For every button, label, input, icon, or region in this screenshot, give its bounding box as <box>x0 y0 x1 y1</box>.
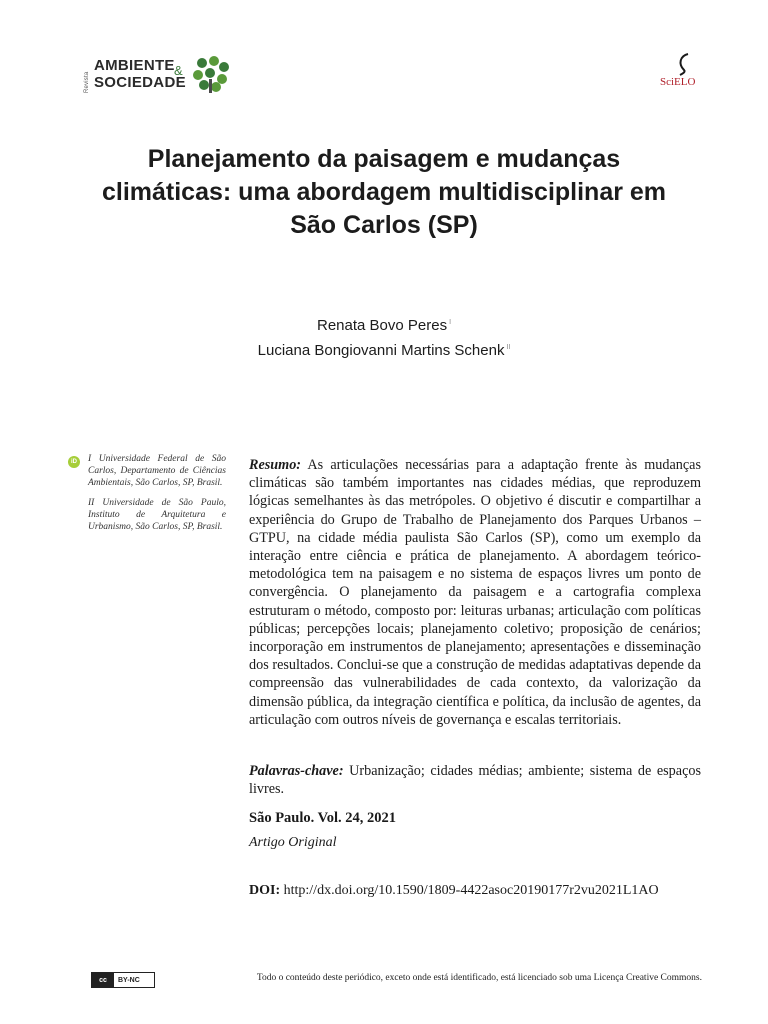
doi-link[interactable]: http://dx.doi.org/10.1590/1809-4422asoc20190177r2vu2021L1AO <box>283 883 659 898</box>
keywords <box>249 762 701 798</box>
article-type: Artigo Original <box>249 835 337 850</box>
journal-logo-small: Revista <box>84 71 90 93</box>
scielo-text: SciELO <box>660 76 696 88</box>
abstract-label: Resumo: <box>249 457 302 473</box>
author-mark: I <box>449 319 452 326</box>
license-text: Todo o conteúdo deste periódico, exceto onde está identificado, está licenciado sob uma Licença Creative Commons. <box>256 973 702 983</box>
cc-icon: cc <box>92 973 114 987</box>
keywords-text: Urbanização; cidades médias; ambiente; sistema de espaços livres. <box>249 763 701 798</box>
author-item <box>84 337 684 362</box>
abstract <box>249 456 701 729</box>
affiliation-item: I Universidade Federal de São Carlos, Departamento de Ciências Ambientais, São Carlos, SP, Brasil. <box>88 454 226 488</box>
journal-logo-line2: SOCIEDADE <box>94 74 186 91</box>
scielo-icon <box>674 52 694 76</box>
author-name: Luciana Bongiovanni Martins Schenk <box>257 342 505 359</box>
scielo-logo <box>660 52 704 88</box>
journal-logo-line1: AMBIENTE <box>94 57 175 74</box>
article-title: Planejamento da paisagem e mudanças climáticas: uma abordagem multidisciplinar em São Carlos (SP) <box>101 145 667 239</box>
doi-label: DOI: <box>249 883 281 898</box>
affiliation-item: II Universidade de São Paulo, Instituto de Arquitetura e Urbanismo, São Carlos, SP, Brasil. <box>88 498 226 532</box>
journal-logo <box>82 55 232 95</box>
journal-logo-amp: & <box>174 63 183 78</box>
orcid-icon[interactable]: iD <box>68 456 80 468</box>
tree-icon <box>190 55 232 95</box>
doi <box>249 883 659 899</box>
city-volume: São Paulo. Vol. 24, 2021 <box>249 810 397 826</box>
author-item <box>84 312 684 337</box>
affiliations <box>88 453 226 541</box>
author-list <box>84 312 684 362</box>
keywords-label: Palavras-chave: <box>249 763 344 779</box>
cc-badge-text: BY-NC <box>118 976 140 984</box>
author-mark: II <box>506 344 511 351</box>
abstract-text: As articulações necessárias para a adaptação frente às mudanças climáticas são também importantes nas cidades médias, que reproduzem lógicas semelhantes às das metrópoles. O objetivo é discutir e compartilhar a experiência do Grupo de Trabalho de Planejamento dos Parques Urbanos – GTPU, na cidade média paulista São Carlos (SP), como um exemplo da interação entre ciência e prática de planejamento. A abordagem teórico-metodológica tem na paisagem e no sistema de espaços livres um ponto de convergência. O planejamento da paisagem e a cartografia complexa estruturam o método, composto por: leituras urbanas; articulação com políticas públicas; percepções locais; planejamento coletivo; proposição de cenários; incorporação em instrumentos de planejamento; apresentações e disseminação dos resultados. Conclui-se que a construção de medidas adaptativas depende da compreensão das vulnerabilidades de cada contexto, da valorização da dimensão pública, da integração científica e política, da inclusão de agentes, da articulação com outros níveis de governança e escalas territoriais. <box>249 457 701 728</box>
cc-license-badge[interactable] <box>91 972 155 988</box>
author-name: Renata Bovo Peres <box>316 317 448 334</box>
